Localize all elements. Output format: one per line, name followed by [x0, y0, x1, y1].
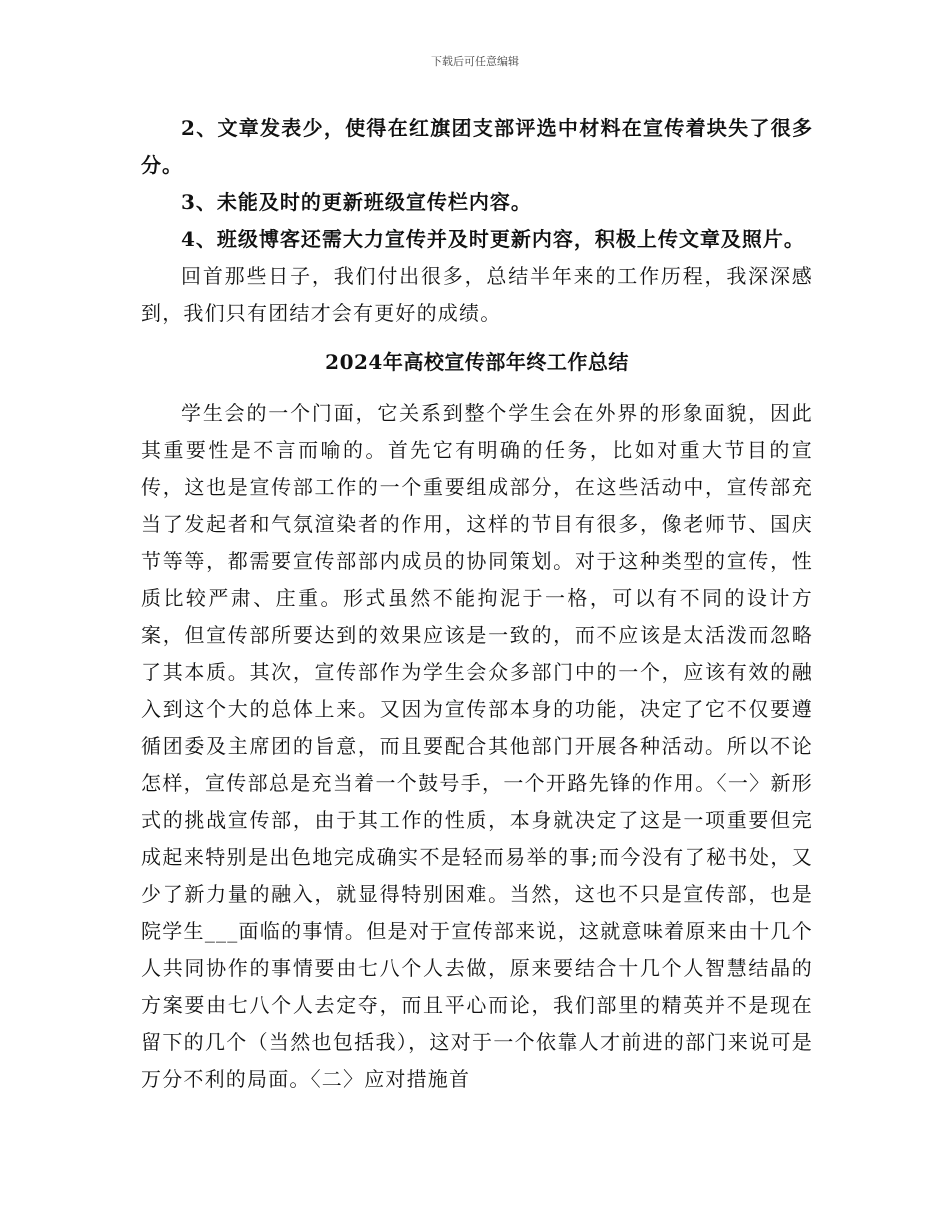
- section-title: 2024年高校宣传部年终工作总结: [325, 350, 629, 374]
- list-item: 2、文章发表少，使得在红旗团支部评选中材料在宣传着块失了很多分。: [141, 116, 813, 177]
- list-item: 4、班级博客还需大力宣传并及时更新内容，积极上传文章及照片。: [181, 227, 805, 251]
- page-header: 下载后可任意编辑: [431, 55, 519, 68]
- closing-paragraph: 回首那些日子，我们付出很多，总结半年来的工作历程，我深深感到，我们只有团结才会有更好的成绩。: [141, 264, 813, 325]
- list-item: 3、未能及时的更新班级宣传栏内容。: [181, 190, 532, 214]
- body-paragraph: 学生会的一个门面，它关系到整个学生会在外界的形象面貌，因此其重要性是不言而喻的。首先它有明确的任务，比如对重大节目的宣传，这也是宣传部工作的一个重要组成部分，在这些活动中，宣传部充当了发起者和气氛渲染者的作用，这样的节目有很多，像老师节、国庆节等等，都需要宣传部部内成员的协同策划。对于这种类型的宣传，性质比较严肃、庄重。形式虽然不能拘泥于一格，可以有不同的设计方案，但宣传部所要达到的效果应该是一致的，而不应该是太活泼而忽略了其本质。其次，宣传部作为学生会众多部门中的一个，应该有效的融入到这个大的总体上来。又因为宣传部本身的功能，决定了它不仅要遵循团委及主席团的旨意，而且要配合其他部门开展各种活动。所以不论怎样，宣传部总是充当着一个鼓号手，一个开路先锋的作用。〈一〉新形式的挑战宣传部，由于其工作的性质，本身就决定了这是一项重要但完成起来特别是出色地完成确实不是轻而易举的事;而今没有了秘书处，又少了新力量的融入，就显得特别困难。当然，这也不只是宣传部，也是院学生___面临的事情。但是对于宣传部来说，这就意味着原来由十几个人共同协作的事情要由七八个人去做，原来要结合十几个人智慧结晶的方案要由七八个人去定夺，而且平心而论，我们部里的精英并不是现在留下的几个（当然也包括我），这对于一个依靠人才前进的部门来说可是万分不利的局面。〈二〉应对措施首: [141, 401, 813, 1091]
- document-body: [141, 110, 813, 1098]
